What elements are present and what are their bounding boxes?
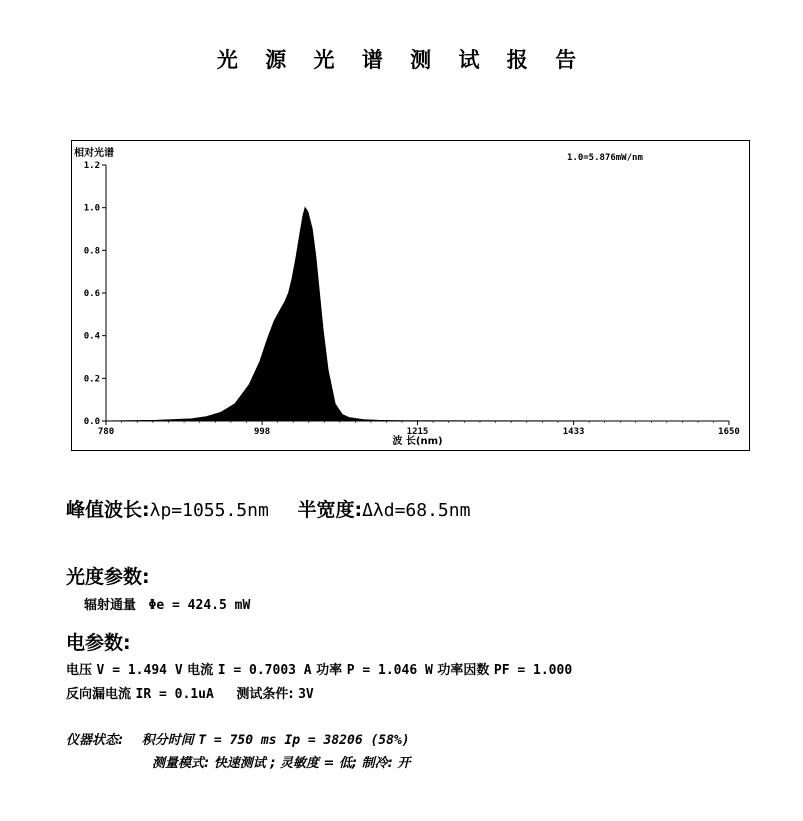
y-tick-label: 0.2	[83, 374, 100, 385]
power-label: 功率	[316, 663, 343, 678]
electrical-heading: 电参数:	[66, 632, 131, 654]
x-tick-label: 780	[97, 427, 115, 437]
y-tick-label: 0.6	[83, 289, 100, 299]
flux-row	[84, 594, 250, 613]
photometric-heading: 光度参数:	[66, 566, 150, 588]
x-tick-label: 1215	[406, 427, 429, 437]
leakage-value: IR = 0.1uA	[135, 687, 214, 702]
flux-value: Φe = 424.5 mW	[148, 598, 251, 613]
spectrum-chart-svg	[72, 141, 751, 452]
peak-wavelength-label: 峰值波长:	[66, 499, 150, 521]
voltage-label: 电压	[66, 663, 93, 678]
current-label: 电流	[187, 663, 214, 678]
spectrum-area	[106, 208, 729, 421]
x-axis-label: 波 长(nm)	[392, 436, 443, 447]
y-tick-label: 0.8	[83, 246, 100, 257]
x-tick-label: 998	[253, 427, 271, 437]
peak-wavelength-value: λp=1055.5nm	[149, 500, 269, 521]
voltage-value: V = 1.494 V	[96, 663, 183, 678]
electrical-row-1	[66, 659, 572, 678]
test-condition-value: 3V	[298, 687, 314, 702]
pf-value: PF = 1.000	[493, 663, 573, 678]
x-tick-label: 1650	[718, 427, 740, 437]
fwhm-value: Δλd=68.5nm	[362, 500, 471, 521]
spectrum-chart	[71, 140, 750, 451]
flux-label: 辐射通量	[84, 598, 137, 613]
integration-value: T = 750 ms Ip = 38206 (58%)	[198, 733, 410, 748]
integration-label: 积分时间	[141, 733, 194, 748]
pf-label: 功率因数	[437, 663, 490, 678]
test-condition-label: 测试条件:	[236, 687, 294, 702]
y-tick-label: 1.0	[83, 203, 100, 214]
instrument-status-label: 仪器状态:	[66, 733, 124, 748]
power-value: P = 1.046 W	[346, 663, 433, 678]
y-tick-label: 0.4	[83, 331, 100, 342]
x-tick-label: 1433	[562, 427, 585, 437]
instrument-row-1	[66, 729, 410, 748]
y-tick-label: 0.0	[83, 417, 100, 427]
leakage-label: 反向漏电流	[66, 687, 132, 702]
report-title: 光 源 光 谱 测 试 报 告	[216, 48, 587, 72]
measurement-mode: 测量模式: 快速测试 ; 灵敏度 = 低; 制冷: 开	[152, 756, 411, 771]
y-axis-label: 相对光谱	[74, 148, 114, 159]
electrical-row-2	[66, 683, 314, 702]
scale-note: 1.0=5.876mW/nm	[567, 153, 643, 163]
fwhm-label: 半宽度:	[297, 499, 363, 521]
y-tick-label: 1.2	[83, 161, 100, 171]
peak-summary	[66, 495, 470, 522]
current-value: I = 0.7003 A	[217, 663, 312, 678]
